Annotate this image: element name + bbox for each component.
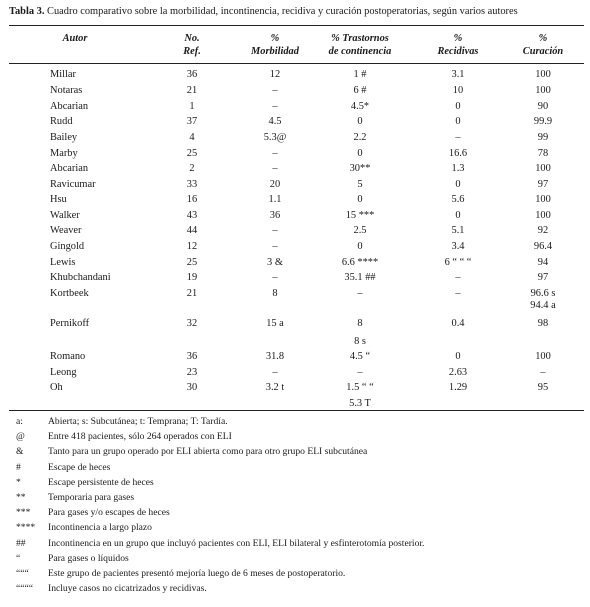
cell-tras: 6 # (353, 85, 367, 96)
cell-rec: 16.6 (448, 148, 468, 159)
cell-rec: 0 (455, 101, 461, 112)
cell-rec: 10 (452, 85, 464, 96)
cell-morb: – (272, 367, 278, 378)
footnote-text: Abierta; s: Subcutánea; t: Temprana; T: Tardía. (48, 416, 228, 427)
bottom-rule (9, 410, 584, 411)
footnote-key: ** (16, 492, 26, 503)
header-autor: Autor (62, 33, 88, 44)
cell-morb: – (272, 148, 278, 159)
cell-cur: 99 (537, 132, 549, 143)
cell-ref: 32 (186, 318, 198, 329)
cell-rec: 0 (455, 116, 461, 127)
cell-autor: Khubchandani (50, 272, 111, 283)
cell-ref: 36 (186, 351, 198, 362)
cell-tras: 8 (357, 318, 363, 329)
cell-morb: – (272, 101, 278, 112)
footnote-text: Escape de heces (48, 461, 111, 473)
cell-ref: 44 (186, 225, 198, 236)
cell-rec: – (455, 132, 461, 143)
cell-rec: 1.29 (448, 382, 468, 393)
cell-autor: Millar (50, 69, 76, 80)
cell-tras: 4.5 “ (349, 351, 371, 362)
cell-rec: 0 (455, 179, 461, 190)
cell-ref: 1 (189, 101, 195, 112)
cell-autor: Marby (50, 148, 78, 159)
footnote-text: Entre 418 pacientes, sólo 264 operados con ELI (48, 431, 232, 443)
cell-autor: Walker (50, 210, 80, 221)
cell-rec: 3.1 (451, 69, 465, 80)
cell-tras: 0 (357, 194, 363, 205)
cell-autor: Abcarian (50, 163, 89, 174)
cell-rec: – (455, 272, 461, 283)
footnote-key: *** (16, 507, 31, 519)
cell-cur: 78 (537, 148, 549, 159)
cell-tras: 0 (357, 116, 363, 127)
cell-autor: Rudd (50, 116, 73, 127)
cell-autor: Weaver (50, 225, 82, 236)
cell-autor: Ravicumar (50, 179, 96, 190)
footnote-key: ““““ (16, 583, 34, 595)
cell-morb: 12 (269, 69, 281, 80)
cell-ref: 43 (186, 210, 198, 221)
cell-autor: Oh (50, 382, 63, 393)
footnote-text: Para gases o líquidos (48, 552, 129, 564)
cell-cur: 94 (537, 257, 549, 268)
cell-ref: 37 (186, 116, 198, 127)
cell-morb: 3.2 t (265, 382, 285, 393)
cell-morb: – (272, 225, 278, 236)
cell-ref: 23 (186, 367, 198, 378)
cell-tras: 0 (357, 148, 363, 159)
cell-autor: Notaras (50, 85, 83, 96)
cell-tras: 5 (357, 179, 363, 190)
cell-ref: 25 (186, 148, 198, 159)
footnote-text: Escape persistente de heces (48, 476, 154, 488)
cell-tras: 2.2 (353, 132, 367, 143)
cell-ref: 19 (186, 272, 198, 283)
cell-tras: 2.5 (353, 225, 367, 236)
cell-ref: 30 (186, 382, 198, 393)
cell-tras: – (357, 367, 363, 378)
footnote-key: **** (16, 522, 36, 534)
cell-cur: 90 (537, 101, 549, 112)
cell-ref: 16 (186, 194, 198, 205)
footnote-key: & (16, 446, 24, 458)
cell-tras: 6.6 **** (341, 257, 379, 268)
cell-cur: 100 (535, 210, 551, 221)
cell-autor: Lewis (50, 257, 76, 268)
footnote-text: Este grupo de pacientes presentó mejoría luego de 6 meses de postoperatorio. (48, 568, 346, 579)
cell-morb: – (272, 163, 278, 174)
cell-tras: – (357, 288, 363, 299)
cell-cur: 96.6 s (530, 288, 556, 299)
cell-morb: 36 (269, 210, 281, 221)
cell-rec: 1.3 (451, 163, 465, 174)
cell-cur: 97 (537, 272, 549, 283)
cell-cur: 98 (537, 318, 549, 329)
footnote-key: “““ (16, 568, 29, 579)
footnote-key: ## (16, 537, 26, 549)
cell-tras: 4.5* (350, 101, 370, 112)
cell-morb: 3 & (267, 257, 283, 268)
cell-autor: Hsu (50, 194, 67, 205)
cell-autor: Romano (50, 351, 86, 362)
footnote-text: Temporaria para gases (48, 492, 135, 503)
cell-cur: 95 (537, 382, 549, 393)
table-caption (9, 6, 518, 17)
cell-tras: 1 # (353, 69, 367, 80)
footnote-key: “ (16, 552, 21, 564)
cell-rec: 2.63 (448, 367, 468, 378)
footnote-text: Incontinencia a largo plazo (48, 522, 152, 534)
cell-cur: 100 (535, 163, 551, 174)
cell-ref: 25 (186, 257, 198, 268)
cell-tras: 30** (349, 163, 371, 174)
cell-tras: 15 *** (345, 210, 375, 221)
footnote-key: * (16, 476, 21, 488)
cell-morb: – (272, 241, 278, 252)
cell-autor: Gingold (50, 241, 85, 252)
cell-autor: Bailey (50, 132, 78, 143)
cell-cur: 100 (535, 85, 551, 96)
cell-ref: 12 (186, 241, 198, 252)
cell-cur: 96.4 (533, 241, 553, 252)
cell-tras: 0 (357, 241, 363, 252)
cell-cur: 100 (535, 194, 551, 205)
cell-morb: 20 (269, 179, 281, 190)
cell-morb: – (272, 272, 278, 283)
cell-ref: 21 (186, 288, 198, 299)
cell-tras: 35.1 ## (344, 272, 376, 283)
cell-cur: 94.4 a (530, 300, 556, 311)
footnote-text: Incontinencia en un grupo que incluyó pacientes con ELI, ELI bilateral y esfinterotomía posterior. (48, 537, 425, 549)
cell-ref: 36 (186, 69, 198, 80)
cell-morb: 15 a (266, 318, 284, 329)
top-rule (9, 25, 584, 26)
cell-rec: 0 (455, 351, 461, 362)
cell-autor: Pernikoff (50, 318, 90, 329)
cell-morb: – (272, 85, 278, 96)
cell-ref: 33 (186, 179, 198, 190)
cell-morb: 4.5 (268, 116, 282, 127)
cell-tras: 8 s (354, 336, 366, 347)
cell-autor: Kortbeek (50, 288, 89, 299)
cell-cur: 100 (535, 69, 551, 80)
footnote-key: @ (16, 431, 25, 443)
cell-cur: – (540, 367, 546, 378)
cell-cur: 100 (535, 351, 551, 362)
cell-morb: 5.3@ (263, 132, 287, 143)
table-caption-label: Tabla 3. (9, 6, 45, 17)
footnote-text: Incluye casos no cicatrizados y recidivas. (48, 583, 207, 595)
table-caption-text: Cuadro comparativo sobre la morbilidad, incontinencia, recidiva y curación postoperatorias, según varios autores (47, 6, 518, 17)
cell-morb: 31.8 (265, 351, 285, 362)
cell-tras: 5.3 T (349, 398, 371, 409)
cell-cur: 92 (537, 225, 549, 236)
cell-ref: 21 (186, 85, 198, 96)
footnote-key: # (16, 461, 21, 473)
footnote-text: Tanto para un grupo operado por ELI abierta como para otro grupo ELI subcutánea (48, 446, 368, 458)
header-ref: No. Ref. (183, 33, 201, 57)
cell-cur: 99.9 (533, 116, 553, 127)
cell-tras: 1.5 “ “ (346, 382, 374, 393)
header-curacion: % Curación (522, 33, 564, 57)
cell-rec: 0 (455, 210, 461, 221)
cell-rec: 6 “ “ “ (444, 257, 472, 268)
cell-rec: – (455, 288, 461, 299)
cell-autor: Abcarian (50, 101, 89, 112)
cell-rec: 0.4 (451, 318, 465, 329)
footnote-key: a: (16, 416, 23, 427)
cell-morb: 1.1 (268, 194, 282, 205)
header-trastornos: % Trastornos de continencia (328, 33, 392, 57)
cell-ref: 4 (189, 132, 195, 143)
header-recidivas: % Recidivas (437, 33, 479, 57)
cell-rec: 5.1 (451, 225, 465, 236)
cell-cur: 97 (537, 179, 549, 190)
cell-autor: Leong (50, 367, 77, 378)
cell-rec: 5.6 (451, 194, 465, 205)
header-rule (9, 63, 584, 64)
cell-ref: 2 (189, 163, 195, 174)
cell-rec: 3.4 (451, 241, 465, 252)
cell-morb: 8 (272, 288, 278, 299)
header-morbilidad: % Morbilidad (251, 33, 299, 57)
footnote-text: Para gases y/o escapes de heces (48, 507, 170, 519)
